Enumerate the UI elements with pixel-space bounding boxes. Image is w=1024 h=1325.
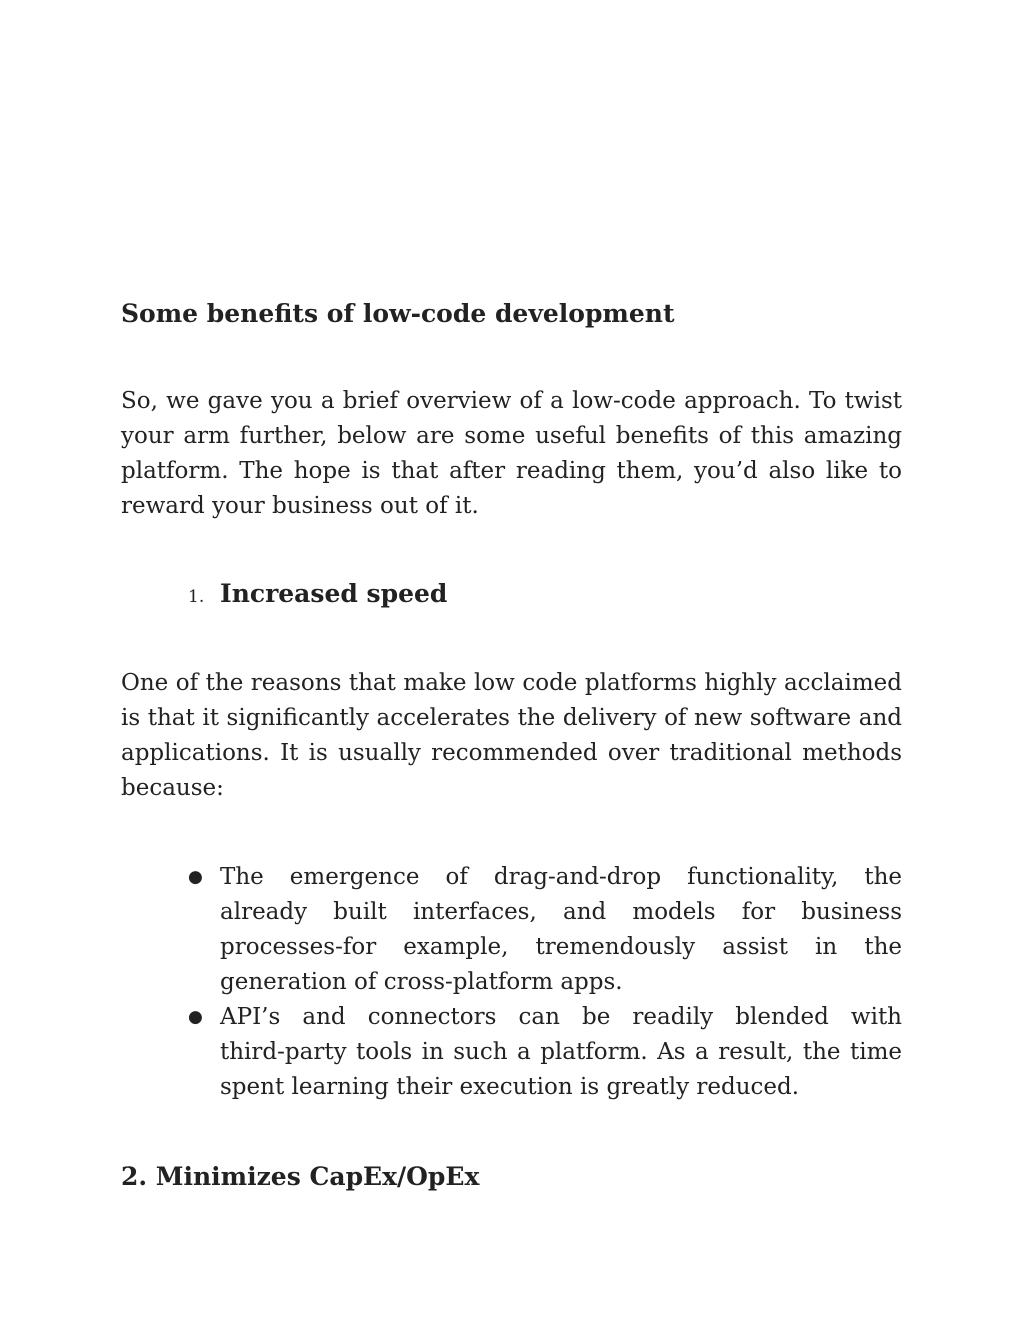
bullet-icon: ● (188, 1007, 203, 1027)
bullet-list (188, 860, 902, 1105)
paragraph-line: platform. The hope is that after reading them, you’d also like to (121, 458, 902, 484)
list-item-line: generation of cross-platform apps. (220, 969, 623, 995)
benefit-1-title: Increased speed (220, 579, 448, 608)
paragraph-line: So, we gave you a brief overview of a low-code approach. To twist (121, 388, 902, 414)
list-item (188, 1000, 902, 1105)
list-item (188, 860, 902, 1000)
benefit-1-heading (188, 576, 447, 611)
benefit-2-heading: 2. Minimizes CapEx/OpEx (121, 1162, 480, 1191)
list-item-line: API’s and connectors can be readily blended with (220, 1004, 902, 1030)
paragraph-line: is that it significantly accelerates the delivery of new software and (121, 705, 902, 731)
paragraph-line: reward your business out of it. (121, 493, 479, 519)
speed-paragraph (121, 666, 902, 806)
paragraph-line: applications. It is usually recommended over traditional methods (121, 740, 902, 766)
paragraph-line: your arm further, below are some useful benefits of this amazing (121, 423, 902, 449)
list-item-line: already built interfaces, and models for business (220, 899, 902, 925)
list-item-line: third-party tools in such a platform. As a result, the time (220, 1039, 902, 1065)
list-item-line: processes-for example, tremendously assist in the (220, 934, 902, 960)
paragraph-line: One of the reasons that make low code platforms highly acclaimed (121, 670, 902, 696)
intro-paragraph (121, 384, 902, 524)
list-number: 1. (188, 587, 205, 607)
paragraph-line: because: (121, 775, 224, 801)
bullet-icon: ● (188, 867, 203, 887)
list-item-line: spent learning their execution is greatly reduced. (220, 1074, 800, 1100)
section-heading: Some benefits of low-code development (121, 299, 675, 328)
list-item-line: The emergence of drag-and-drop functionality, the (220, 864, 902, 890)
